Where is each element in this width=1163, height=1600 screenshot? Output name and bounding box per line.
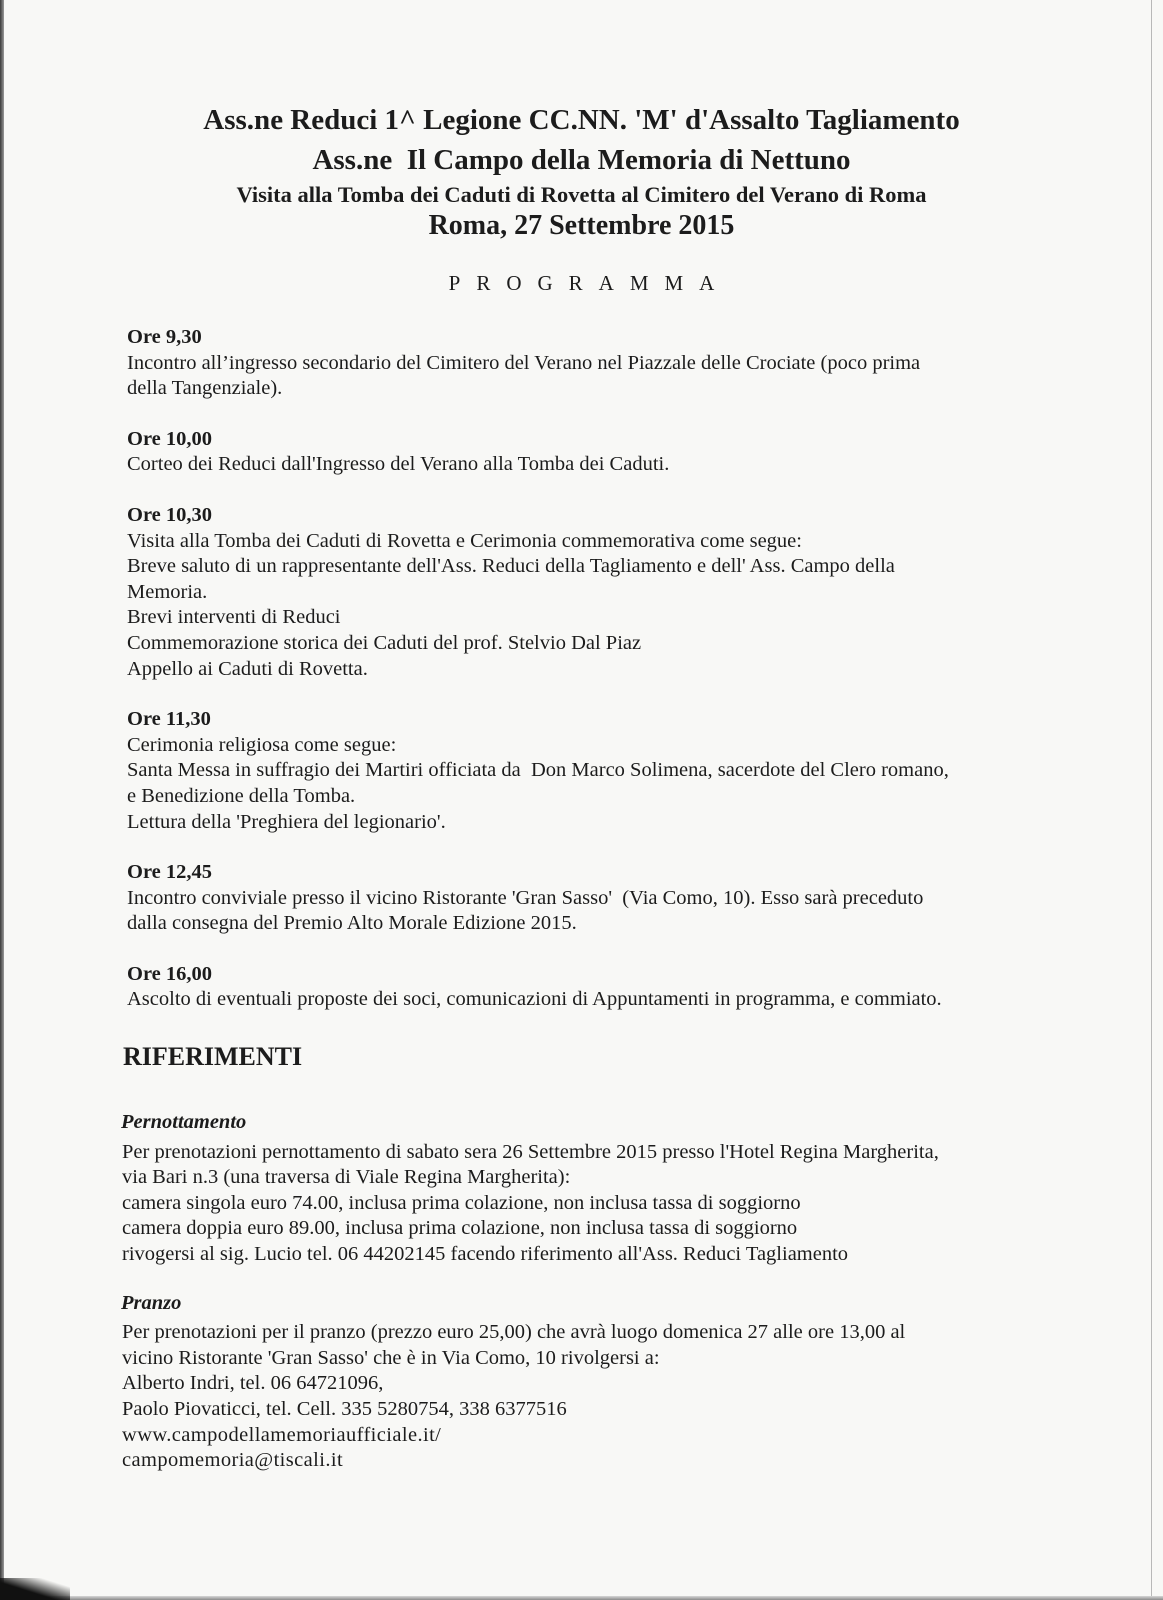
reference-line: Alberto Indri, tel. 06 64721096,: [122, 1372, 384, 1395]
program-item: [127, 503, 949, 682]
program-line: Santa Messa in suffragio dei Martiri officiata da Don Marco Solimena, sacerdote del Clero romano,: [127, 759, 949, 782]
reference-line: Paolo Piovaticci, tel. Cell. 335 5280754, 338 6377516: [122, 1397, 567, 1420]
reference-line: Per prenotazioni pernottamento di sabato sera 26 Settembre 2015 presso l'Hotel Regina Margherita,: [122, 1140, 939, 1163]
association-subtitle: Ass.ne Il Campo della Memoria di Nettuno: [312, 144, 851, 176]
reference-line: Per prenotazioni per il pranzo (prezzo euro 25,00) che avrà luogo domenica 27 alle ore 13,00 al: [122, 1321, 906, 1344]
program-line: Lettura della 'Preghiera del legionario'.: [127, 810, 446, 833]
program-time: Ore 11,30: [127, 708, 211, 731]
program-time: Ore 9,30: [127, 326, 202, 348]
program-line: Corteo dei Reduci dall'Ingresso del Verano alla Tomba dei Caduti.: [127, 453, 670, 476]
program-time: Ore 16,00: [127, 962, 213, 985]
contact-web-line: campomemoria@tiscali.it: [122, 1449, 344, 1472]
program-schedule: [127, 325, 949, 1013]
program-time: Ore 12,45: [127, 861, 213, 884]
event-description: Visita alla Tomba dei Caduti di Rovetta al Cimitero del Verano di Roma: [236, 182, 927, 207]
scan-edge-bottom: [0, 1596, 1163, 1600]
association-title: Ass.ne Reduci 1^ Legione CC.NN. 'M' d'Assalto Tagliamento: [203, 104, 960, 136]
reference-line: camera singola euro 74.00, inclusa prima colazione, non inclusa tassa di soggiorno: [122, 1191, 801, 1214]
programma-heading: PROGRAMMA: [448, 271, 731, 295]
program-line: e Benedizione della Tomba.: [127, 784, 356, 807]
reference-line: via Bari n.3 (una traversa di Viale Regina Margherita):: [122, 1166, 571, 1189]
reference-block-lunch: [121, 1291, 939, 1474]
references-title: RIFERIMENTI: [123, 1042, 303, 1071]
program-line: Incontro conviviale presso il vicino Ristorante 'Gran Sasso' (Via Como, 10). Esso sarà preceduto: [127, 886, 924, 909]
program-line: Cerimonia religiosa come segue:: [127, 733, 397, 756]
program-item: [127, 962, 949, 1013]
program-time: Ore 10,30: [127, 503, 213, 526]
reference-heading: Pernottamento: [121, 1111, 247, 1133]
program-line: della Tangenziale).: [127, 377, 283, 400]
program-line: Memoria.: [127, 580, 208, 603]
references-section: [121, 1040, 939, 1474]
program-line: Ascolto di eventuali proposte dei soci, comunicazioni di Appuntamenti in programma, e commiato.: [127, 988, 942, 1011]
program-line: Incontro all’ingresso secondario del Cimitero del Verano nel Piazzale delle Crociate (poco prima: [127, 351, 921, 374]
program-item: [127, 860, 949, 937]
contact-web-line: www.campodellamemoriaufficiale.it/: [122, 1423, 442, 1446]
reference-line: camera doppia euro 89.00, inclusa prima colazione, non inclusa tassa di soggiorno: [122, 1217, 798, 1240]
program-line: Appello ai Caduti di Rovetta.: [127, 657, 368, 680]
program-item: [127, 707, 949, 835]
program-line: Brevi interventi di Reduci: [127, 606, 341, 629]
program-line: Visita alla Tomba dei Caduti di Rovetta e Cerimonia commemorativa come segue:: [127, 529, 802, 552]
program-line: Breve saluto di un rappresentante dell'Ass. Reduci della Tagliamento e dell' Ass. Campo della: [127, 555, 895, 578]
program-line: dalla consegna del Premio Alto Morale Edizione 2015.: [127, 912, 577, 935]
scan-corner-shadow: [0, 1578, 70, 1600]
event-date: Roma, 27 Settembre 2015: [428, 210, 735, 241]
reference-block-lodging: [121, 1110, 939, 1268]
reference-heading: Pranzo: [121, 1291, 182, 1314]
program-line: Commemorazione storica dei Caduti del prof. Stelvio Dal Piaz: [127, 631, 642, 654]
program-item: [127, 325, 949, 402]
program-item: [127, 427, 949, 478]
reference-line: vicino Ristorante 'Gran Sasso' che è in Via Como, 10 rivolgersi a:: [122, 1346, 660, 1369]
reference-line: rivogersi al sig. Lucio tel. 06 44202145 facendo riferimento all'Ass. Reduci Tagliamento: [122, 1242, 849, 1265]
program-time: Ore 10,00: [127, 427, 213, 450]
